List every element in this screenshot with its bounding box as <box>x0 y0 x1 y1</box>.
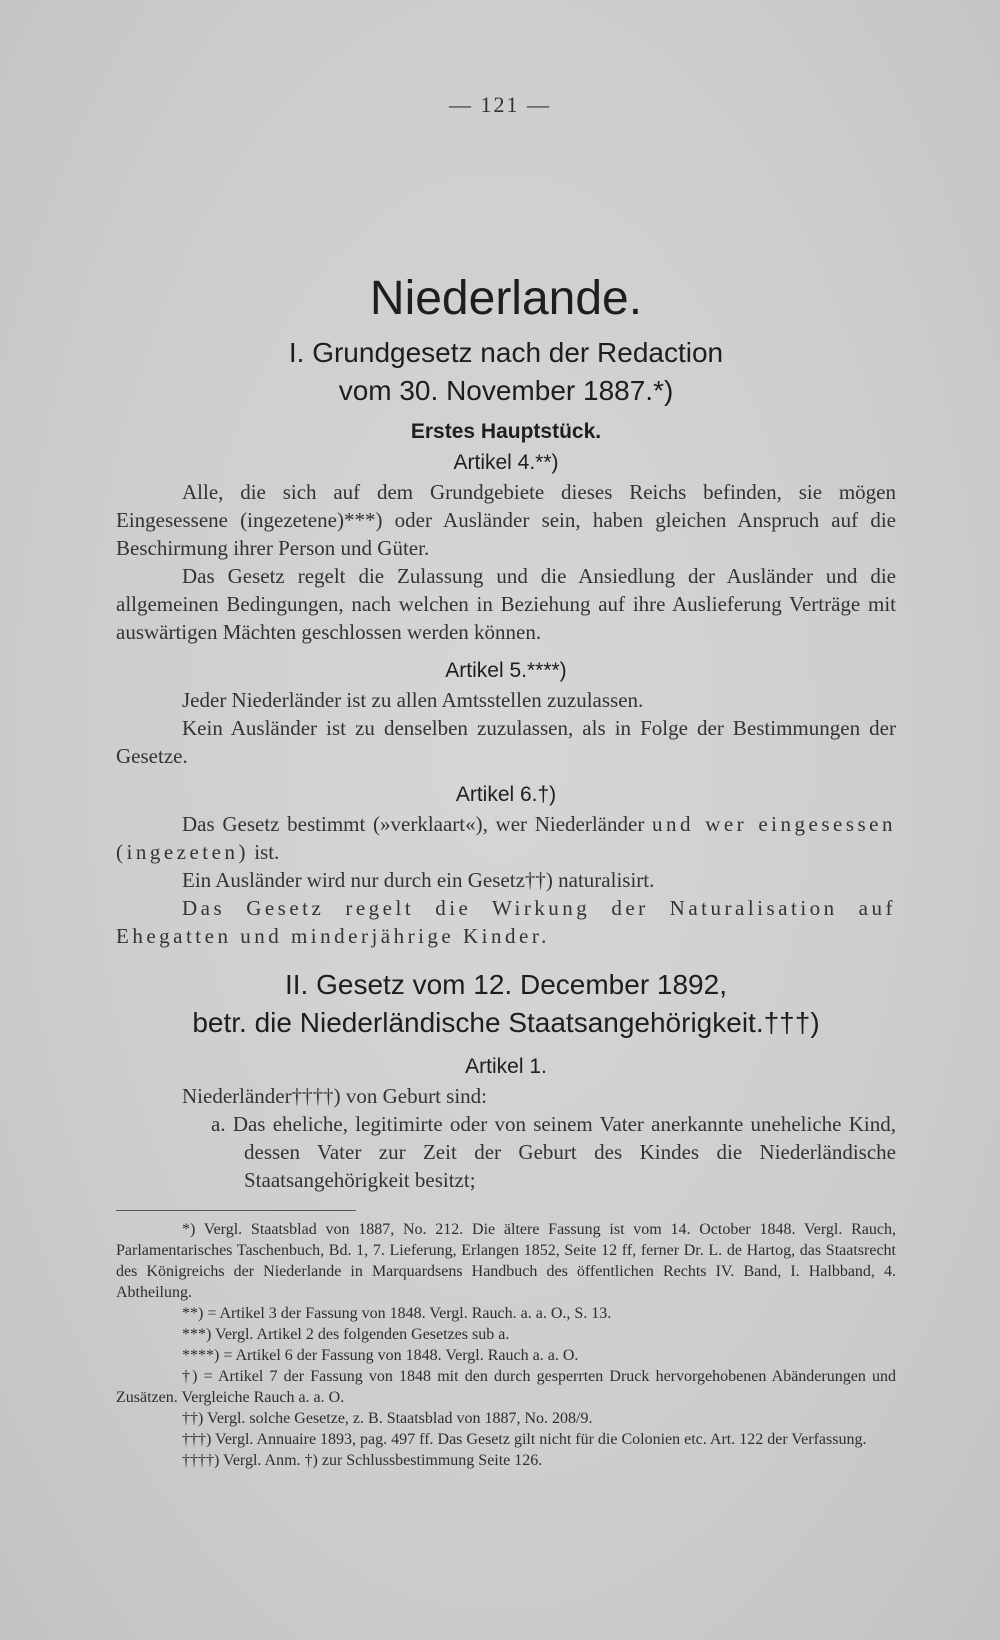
footnote-4: ****) = Artikel 6 der Fassung von 1848. Vergl. Rauch a. a. O. <box>182 1347 579 1364</box>
page-content <box>116 270 896 1471</box>
section1-heading-line1: I. Grundgesetz nach der Redaction <box>288 337 724 368</box>
section1-heading-line2: vom 30. November 1887.*) <box>338 375 674 406</box>
section2-heading-line1: II. Gesetz vom 12. December 1892, <box>285 969 727 1000</box>
article-4-paragraph-2: Das Gesetz regelt die Zulassung und die Ansiedlung der Ausländer und die allgemeinen Bedingungen, nach welchen in Beziehung auf ihre Auslieferung Verträge mit auswärtigen Mächten geschlossen werden können. <box>116 564 896 644</box>
article-6-paragraph-2: Ein Ausländer wird nur durch ein Gesetz††) naturalisirt. <box>182 868 655 892</box>
article-6-p1-end: ist. <box>254 840 280 864</box>
chapter-heading: Erstes Hauptstück. <box>410 420 602 443</box>
article-6-heading: Artikel 6.†) <box>455 783 557 806</box>
article-1-intro: Niederländer††††) von Geburt sind: <box>182 1084 488 1108</box>
footnote-6: ††) Vergl. solche Gesetze, z. B. Staatsblad von 1887, No. 208/9. <box>182 1410 593 1427</box>
footnote-1: *) Vergl. Staatsblad von 1887, No. 212. Die ältere Fassung ist vom 14. October 1848. Vergl. Rauch, Parlamentarisches Taschenbuch, Bd. 1, 7. Lieferung, Erlangen 1852, Seite 12 ff, ferner Dr. L. de Hartog, das Staatsrecht des Königreichs der Niederlande in Marquardsens Handbuch des öffentlichen Rechts IV. Band, I. Halbband, 4. Abtheilung. <box>116 1221 896 1301</box>
footnote-divider <box>116 1210 356 1211</box>
article-4-heading: Artikel 4.**) <box>453 451 559 474</box>
article-5-heading: Artikel 5.****) <box>445 659 567 682</box>
article-6-p1-text: Das Gesetz bestimmt (»verklaart«), wer Niederländer <box>182 812 645 836</box>
footnote-5: †) = Artikel 7 der Fassung von 1848 mit den durch gesperrten Druck hervorgehobenen Abänderungen und Zusätzen. Vergleiche Rauch a. a. O. <box>116 1368 896 1406</box>
article-6-paragraph-3: Das Gesetz regelt die Wirkung der Naturalisation auf Ehegatten und minderjährige Kinder. <box>116 896 896 948</box>
article-1-heading: Artikel 1. <box>465 1055 547 1078</box>
article-6-p1-spaced: und wer eingesessen (ingezeten) <box>116 812 896 864</box>
article-1-item-a: a. Das eheliche, legitimirte oder von seinem Vater anerkannte uneheliche Kind, dessen Vater zur Zeit der Geburt des Kindes die Niederländische Staatsangehörigkeit besitzt; <box>211 1112 896 1192</box>
article-6-paragraph-1 <box>116 810 896 866</box>
article-4-paragraph-1: Alle, die sich auf dem Grundgebiete dieses Reichs befinden, sie mögen Eingesessene (ingezetene)***) oder Ausländer sein, haben gleichen Anspruch auf die Beschirmung ihrer Person und Güter. <box>116 480 896 560</box>
footnote-2: **) = Artikel 3 der Fassung von 1848. Vergl. Rauch. a. a. O., S. 13. <box>182 1305 612 1322</box>
article-5-paragraph-1: Jeder Niederländer ist zu allen Amtsstellen zuzulassen. <box>182 688 644 712</box>
article-5-paragraph-2: Kein Ausländer ist zu denselben zuzulassen, als in Folge der Bestimmungen der Gesetze. <box>116 716 896 768</box>
page-number: — 121 — <box>449 92 551 117</box>
section2-heading-line2: betr. die Niederländische Staatsangehörigkeit.†††) <box>192 1007 820 1038</box>
footnote-7: †††) Vergl. Annuaire 1893, pag. 497 ff. Das Gesetz gilt nicht für die Colonien etc. Art. 122 der Verfassung. <box>182 1431 867 1448</box>
footnote-3: ***) Vergl. Artikel 2 des folgenden Gesetzes sub a. <box>182 1326 510 1343</box>
footnote-8: ††††) Vergl. Anm. †) zur Schlussbestimmung Seite 126. <box>182 1452 543 1469</box>
page-title: Niederlande. <box>369 272 643 325</box>
